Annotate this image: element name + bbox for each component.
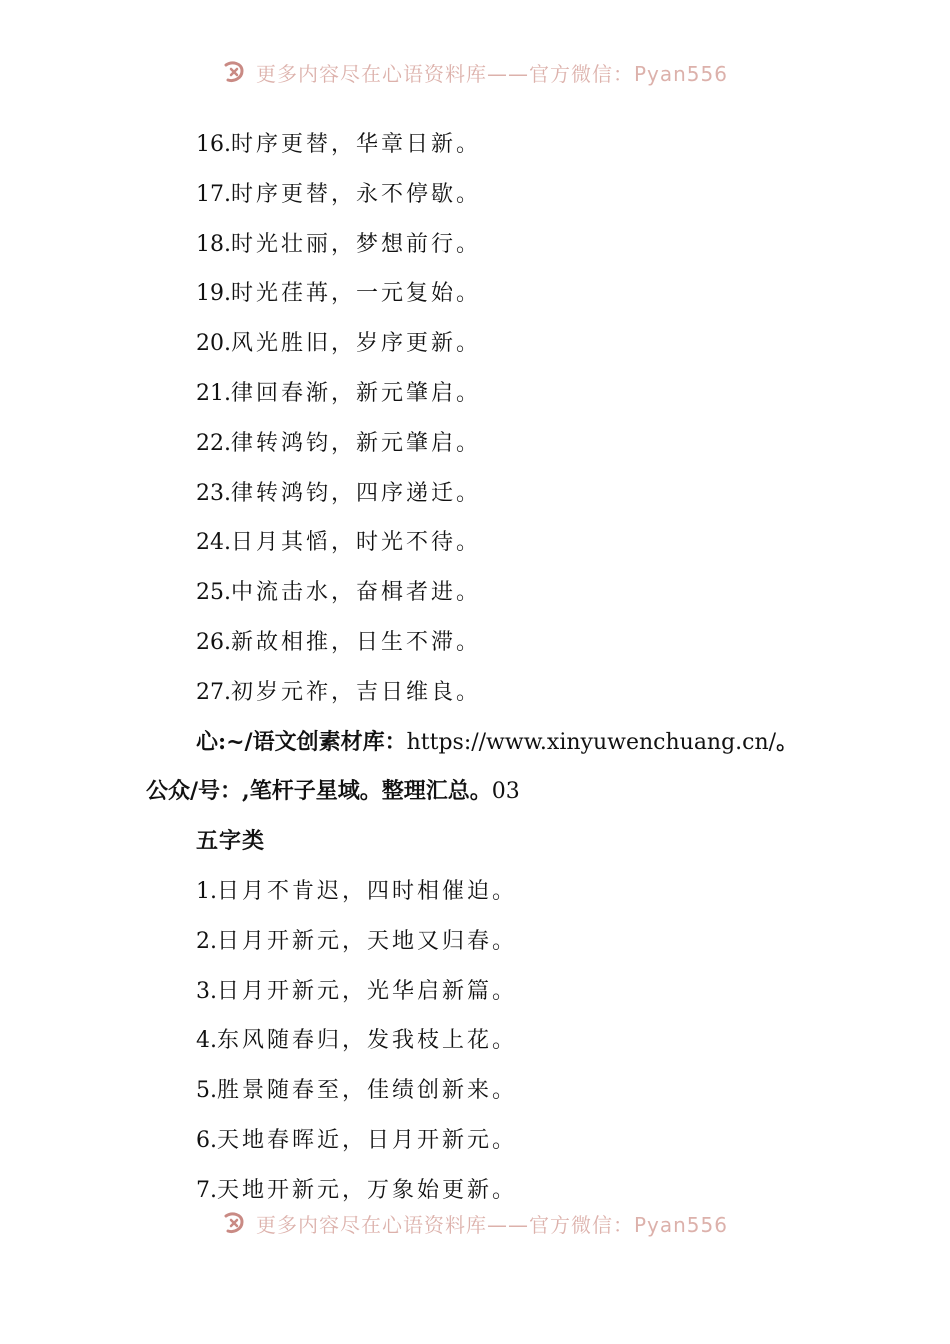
list-item: 5.胜景随春至，佳绩创新来。	[196, 1078, 518, 1104]
list-item: 20.风光胜旧，岁序更新。	[196, 331, 482, 357]
list-item: 3.日月开新元，光华启新篇。	[196, 978, 518, 1004]
list-item: 6.天地春晖近，日月开新元。	[196, 1127, 518, 1153]
list-item: 22.律转鸿钧，新元肇启。	[196, 430, 482, 456]
document-body	[0, 120, 950, 1216]
list-item: 16.时序更替，华章日新。	[196, 132, 482, 157]
section-title: 五字类	[196, 828, 266, 855]
list-item: 1.日月不肯迟，四时相催迫。	[196, 878, 518, 904]
list-item: 4.东风随春归，发我枝上花。	[196, 1028, 518, 1054]
list-item: 26.新故相推，日生不滞。	[196, 629, 482, 655]
watermark-top	[0, 52, 950, 92]
watermark-text: 更多内容尽在心语资料库——官方微信：Pyan556	[255, 1212, 728, 1237]
wechat-line	[0, 767, 950, 817]
watermark-logo-icon	[222, 59, 248, 85]
source-line: 心:~/语文创素材库：https://www.xinyuwenchuang.cn/。	[196, 728, 799, 755]
wechat-tail: 03	[491, 779, 520, 805]
list-item: 17.时序更替，永不停歇。	[196, 181, 482, 207]
list-item: 2.日月开新元，天地又归春。	[196, 928, 518, 954]
list-item: 24.日月其慆，时光不待。	[196, 530, 482, 556]
list-item: 21.律回春渐，新元肇启。	[196, 380, 482, 406]
list-item: 27.初岁元祚，吉日维良。	[196, 679, 482, 705]
list-item: 7.天地开新元，万象始更新。	[196, 1177, 518, 1203]
list-item: 25.中流击水，奋楫者进。	[196, 580, 482, 606]
source-url: https://www.xinyuwenchuang.cn/	[406, 729, 777, 755]
list-item: 19.时光荏苒，一元复始。	[196, 281, 482, 307]
watermark-bottom	[0, 1203, 950, 1243]
source-label: 心:~/语文创素材库：	[196, 728, 407, 755]
watermark-text: 更多内容尽在心语资料库——官方微信：Pyan556	[255, 61, 728, 86]
watermark-logo-icon	[222, 1210, 248, 1236]
list-item: 18.时光壮丽，梦想前行。	[196, 231, 482, 257]
wechat-label: 公众/号：,笔杆子星域。整理汇总。	[146, 778, 492, 805]
list-item: 23.律转鸿钧，四序递迁。	[196, 480, 482, 506]
